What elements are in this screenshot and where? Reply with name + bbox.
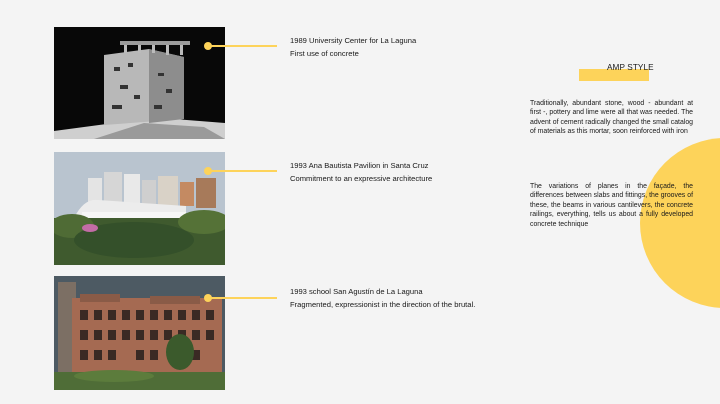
concrete-tower-photo bbox=[54, 27, 225, 139]
caption-title: 1993 school San Agustín de La Laguna bbox=[290, 287, 423, 296]
section-paragraph: Traditionally, abundant stone, wood - abundant at first -, pottery and lime were all that was needed. The advent of cement radically changed the small catalog of materials as this mortar, soon reinforced with iron bbox=[530, 100, 693, 136]
caption-subtitle: Fragmented, expressionist in the direction of the brutal. bbox=[290, 300, 476, 309]
section-paragraph: The variations of planes in the façade, the differences between slabs and fittings, the grooves of these, the beams in various cantilevers, the concrete railings, everything, tells us about a fully developed concrete technique bbox=[530, 183, 693, 228]
timeline-caption bbox=[290, 285, 475, 311]
connector-dot bbox=[204, 294, 212, 302]
caption-subtitle: First use of concrete bbox=[290, 49, 359, 58]
timeline-caption bbox=[290, 159, 432, 185]
timeline-connector bbox=[207, 170, 277, 172]
caption-title: 1989 University Center for La Laguna bbox=[290, 36, 417, 45]
caption-title: 1993 Ana Bautista Pavilion in Santa Cruz bbox=[290, 161, 429, 170]
brick-school-photo bbox=[54, 276, 225, 390]
timeline-caption bbox=[290, 34, 416, 60]
section-title: AMP STYLE bbox=[607, 63, 654, 72]
timeline-connector bbox=[207, 45, 277, 47]
pavilion-photo bbox=[54, 152, 225, 265]
caption-subtitle: Commitment to an expressive architecture bbox=[290, 174, 433, 183]
timeline-connector bbox=[207, 297, 277, 299]
connector-dot bbox=[204, 167, 212, 175]
connector-dot bbox=[204, 42, 212, 50]
